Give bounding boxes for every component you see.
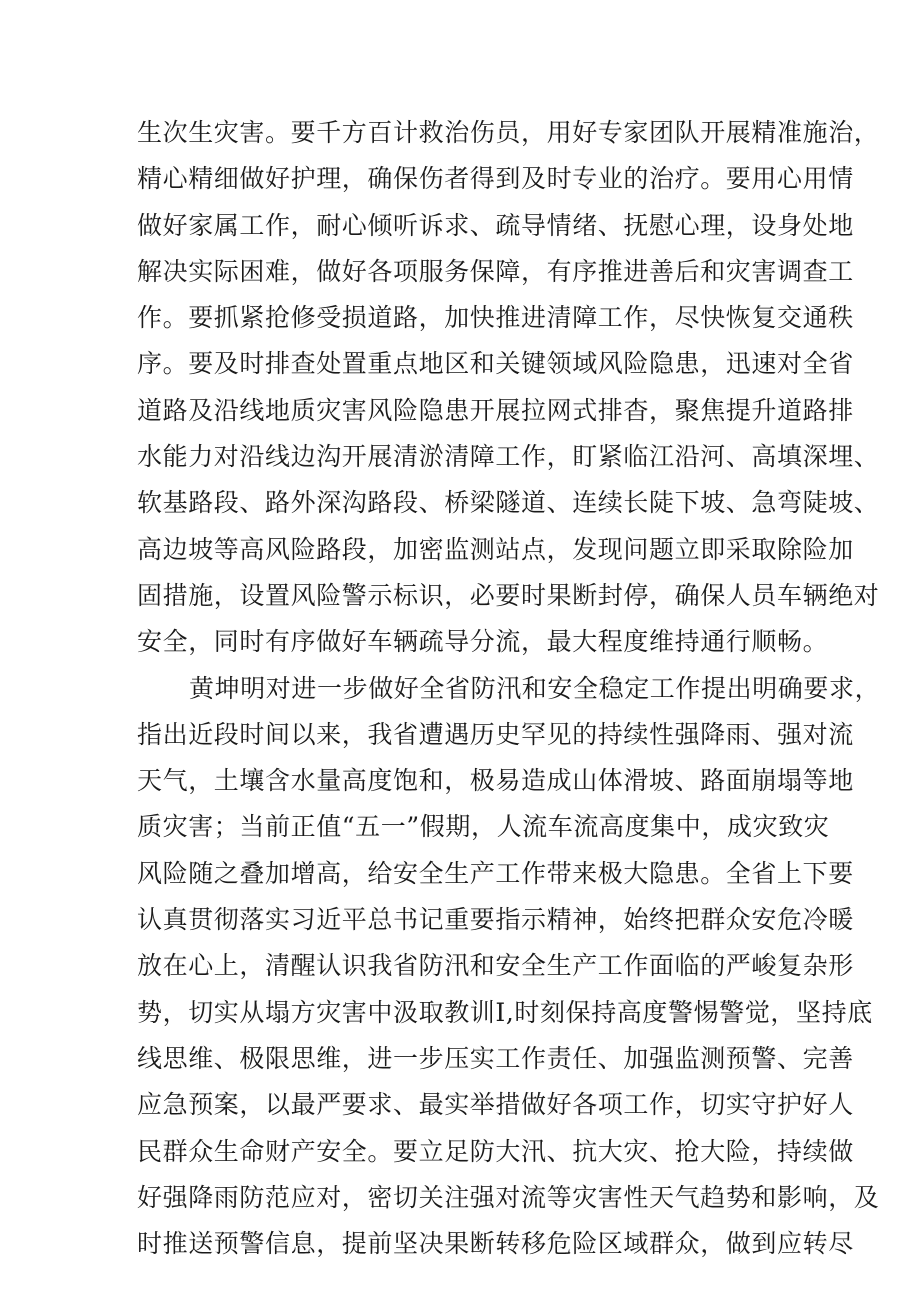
text-line: 认真贯彻落实习近平总书记重要指示精神，始终把群众安危冷暖: [137, 905, 854, 935]
text-line: 线思维、极限思维，进一步压实工作责任、加强监测预警、完善: [137, 1043, 854, 1073]
text-line: 精心精细做好护理，确保伤者得到及时专业的治疗。要用心用情: [137, 164, 854, 194]
text-line: 民群众生命财产安全。要立足防大汛、抗大灾、抢大险，持续做: [137, 1136, 854, 1166]
text-line: 应急预案，以最严要求、最实举措做好各项工作，切实守护好人: [137, 1090, 854, 1120]
text-line: 生次生灾害。要千方百计救治伤员，用好专家团队开展精准施治，: [137, 118, 880, 147]
text-line: 放在心上，清醒认识我省防汛和安全生产工作面临的严峻复杂形: [137, 951, 854, 981]
text-line: 时推送预警信息，提前坚决果断转移危险区域群众，做到应转尽: [137, 1229, 854, 1259]
text-line: 势，切实从塌方灾害中汲取教训I,时刻保持高度警惕警觉，坚持底: [137, 997, 873, 1027]
paragraph-2: [137, 666, 881, 1268]
text-line-first: 黄坤明对进一步做好全省防汛和安全稳定工作提出明确要求，: [189, 673, 881, 703]
body-text: [137, 110, 881, 1267]
text-line: 做好家属工作，耐心倾听诉求、疏导情绪、抚慰心理，设身处地: [137, 210, 854, 240]
text-line: 指出近段时间以来，我省遭遇历史罕见的持续性强降雨、强对流: [137, 719, 854, 749]
text-line: 好强降雨防范应对，密切关注强对流等灾害性天气趋势和影响，及: [137, 1182, 880, 1212]
text-line: 道路及沿线地质灾害风险隐患开展拉网式排杳，聚焦提升道路排: [137, 395, 854, 425]
text-line: 安全，同时有序做好车辆疏导分流，最大程度维持通行顺畅。: [137, 627, 829, 657]
text-line: 风险随之叠加增高，给安全生产工作带来极大隐患。全省上下要: [137, 858, 854, 888]
text-line: 固措施，设置风险警示标识，必要时果断封停，确保人员车辆绝对: [137, 580, 880, 610]
text-line: 质灾害；当前正值“五一”假期，人流车流高度集中，成灾致灾: [137, 812, 830, 842]
text-line: 解决实际困难，做好各项服务保障，有序推进善后和灾害调查工: [137, 256, 854, 286]
text-line: 天气，土壤含水量高度饱和，极易造成山体滑坡、路面崩塌等地: [137, 766, 854, 796]
text-line: 高边坡等高风险路段，加密监测站点，发现问题立即采取除险加: [137, 534, 854, 564]
text-line: 序。要及时排查处置重点地区和关键领域风险隐患，迅速对全省: [137, 349, 854, 379]
paragraph-1: [137, 110, 880, 666]
text-line: 作。要抓紧抢修受损道路，加快推进清障工作，尽快恢复交通秩: [137, 303, 854, 333]
text-line: 软基路段、路外深沟路段、桥梁隧道、连续长陡下坡、急弯陡坡、: [137, 488, 880, 518]
text-line: 水能力对沿线边沟开展清淤清障工作，盯紧临江沿河、高填深埋、: [137, 442, 880, 472]
